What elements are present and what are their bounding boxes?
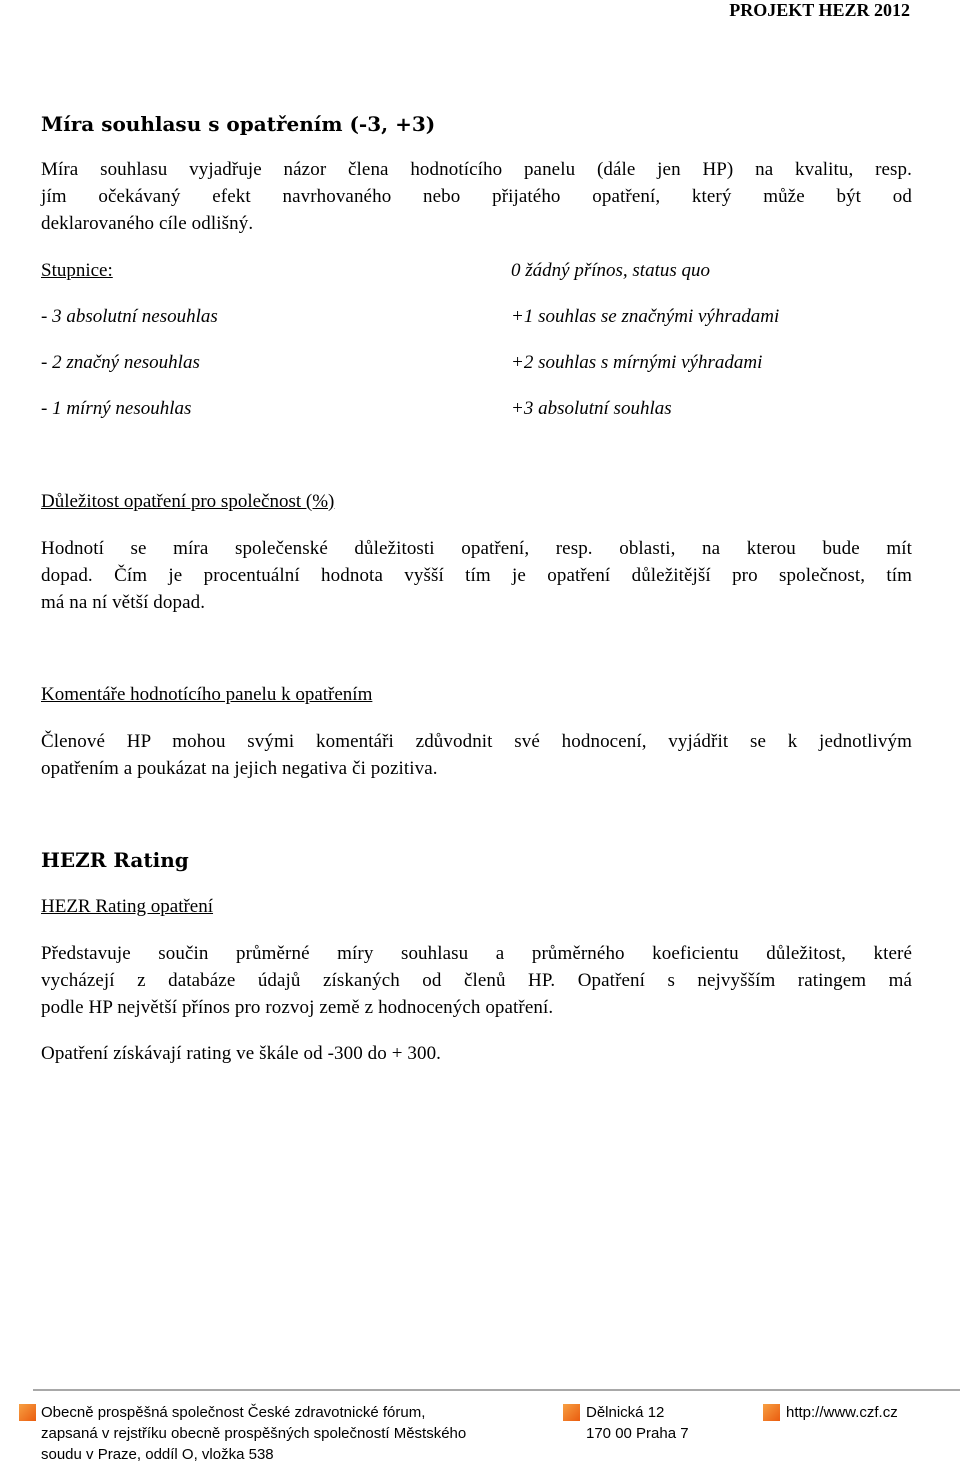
section-heading-importance: Důležitost opatření pro společnost (%) <box>41 491 335 512</box>
subheading-hezr-rating-measure: HEZR Rating opatření <box>41 896 214 917</box>
section-heading-hezr-rating: HEZR Rating <box>41 848 189 872</box>
scale-item-minus3: - 3 absolutní nesouhlas <box>41 306 218 327</box>
comments-line2: opatřením a poukázat na jejich negativa či pozitiva. <box>41 758 438 779</box>
scale-label: Stupnice: <box>41 260 113 281</box>
footer-address-line1: Dělnická 12 <box>586 1404 665 1421</box>
agreement-paragraph-line1: Míra souhlasu vyjadřuje názor člena hodnotícího panelu (dále jen HP) na kvalitu, resp. <box>41 159 912 180</box>
scale-item-plus2: +2 souhlas s mírnými výhradami <box>511 352 763 373</box>
rating-line2: vycházejí z databáze údajů získaných od členů HP. Opatření s nejvyšším ratingem má <box>41 970 912 991</box>
scale-item-plus1: +1 souhlas se značnými výhradami <box>511 306 780 327</box>
agreement-paragraph-line3: deklarovaného cíle odlišný. <box>41 213 254 234</box>
footer-address-line2: 170 00 Praha 7 <box>586 1425 689 1442</box>
section-heading-comments: Komentáře hodnotícího panelu k opatřením <box>41 684 373 705</box>
importance-line3: má na ní větší dopad. <box>41 592 206 613</box>
importance-line2: dopad. Čím je procentuální hodnota vyšší tím je opatření důležitější pro společnost, tím <box>41 565 912 586</box>
scale-item-minus1: - 1 mírný nesouhlas <box>41 398 192 419</box>
footer-org-line2: zapsaná v rejstříku obecně prospěšných společností Městského <box>41 1425 467 1442</box>
footer-org-bullet-icon <box>19 1404 36 1421</box>
rating-line4: Opatření získávají rating ve škále od -300 do + 300. <box>41 1043 442 1064</box>
footer-org-line3: soudu v Praze, oddíl O, vložka 538 <box>41 1446 274 1463</box>
footer-divider <box>33 1389 960 1391</box>
importance-line1: Hodnotí se míra společenské důležitosti opatření, resp. oblasti, na kterou bude mít <box>41 538 912 559</box>
scale-item-plus3: +3 absolutní souhlas <box>511 398 672 419</box>
footer-org-line1: Obecně prospěšná společnost České zdravotnické fórum, <box>41 1404 426 1421</box>
page-header-title: PROJEKT HEZR 2012 <box>729 0 910 20</box>
footer-website-link[interactable]: http://www.czf.cz <box>786 1404 898 1421</box>
footer-address-bullet-icon <box>563 1404 580 1421</box>
section-heading-agreement: Míra souhlasu s opatřením (-3, +3) <box>41 112 436 136</box>
scale-item-minus2: - 2 značný nesouhlas <box>41 352 200 373</box>
scale-item-zero: 0 žádný přínos, status quo <box>511 260 710 281</box>
footer-web-bullet-icon <box>763 1404 780 1421</box>
rating-line1: Představuje součin průměrné míry souhlasu a průměrného koeficientu důležitost, které <box>41 943 912 964</box>
comments-line1: Členové HP mohou svými komentáři zdůvodnit své hodnocení, vyjádřit se k jednotlivým <box>41 731 912 752</box>
rating-line3: podle HP největší přínos pro rozvoj země z hodnocených opatření. <box>41 997 554 1018</box>
agreement-paragraph-line2: jím očekávaný efekt navrhovaného nebo přijatého opatření, který může být od <box>41 186 912 207</box>
